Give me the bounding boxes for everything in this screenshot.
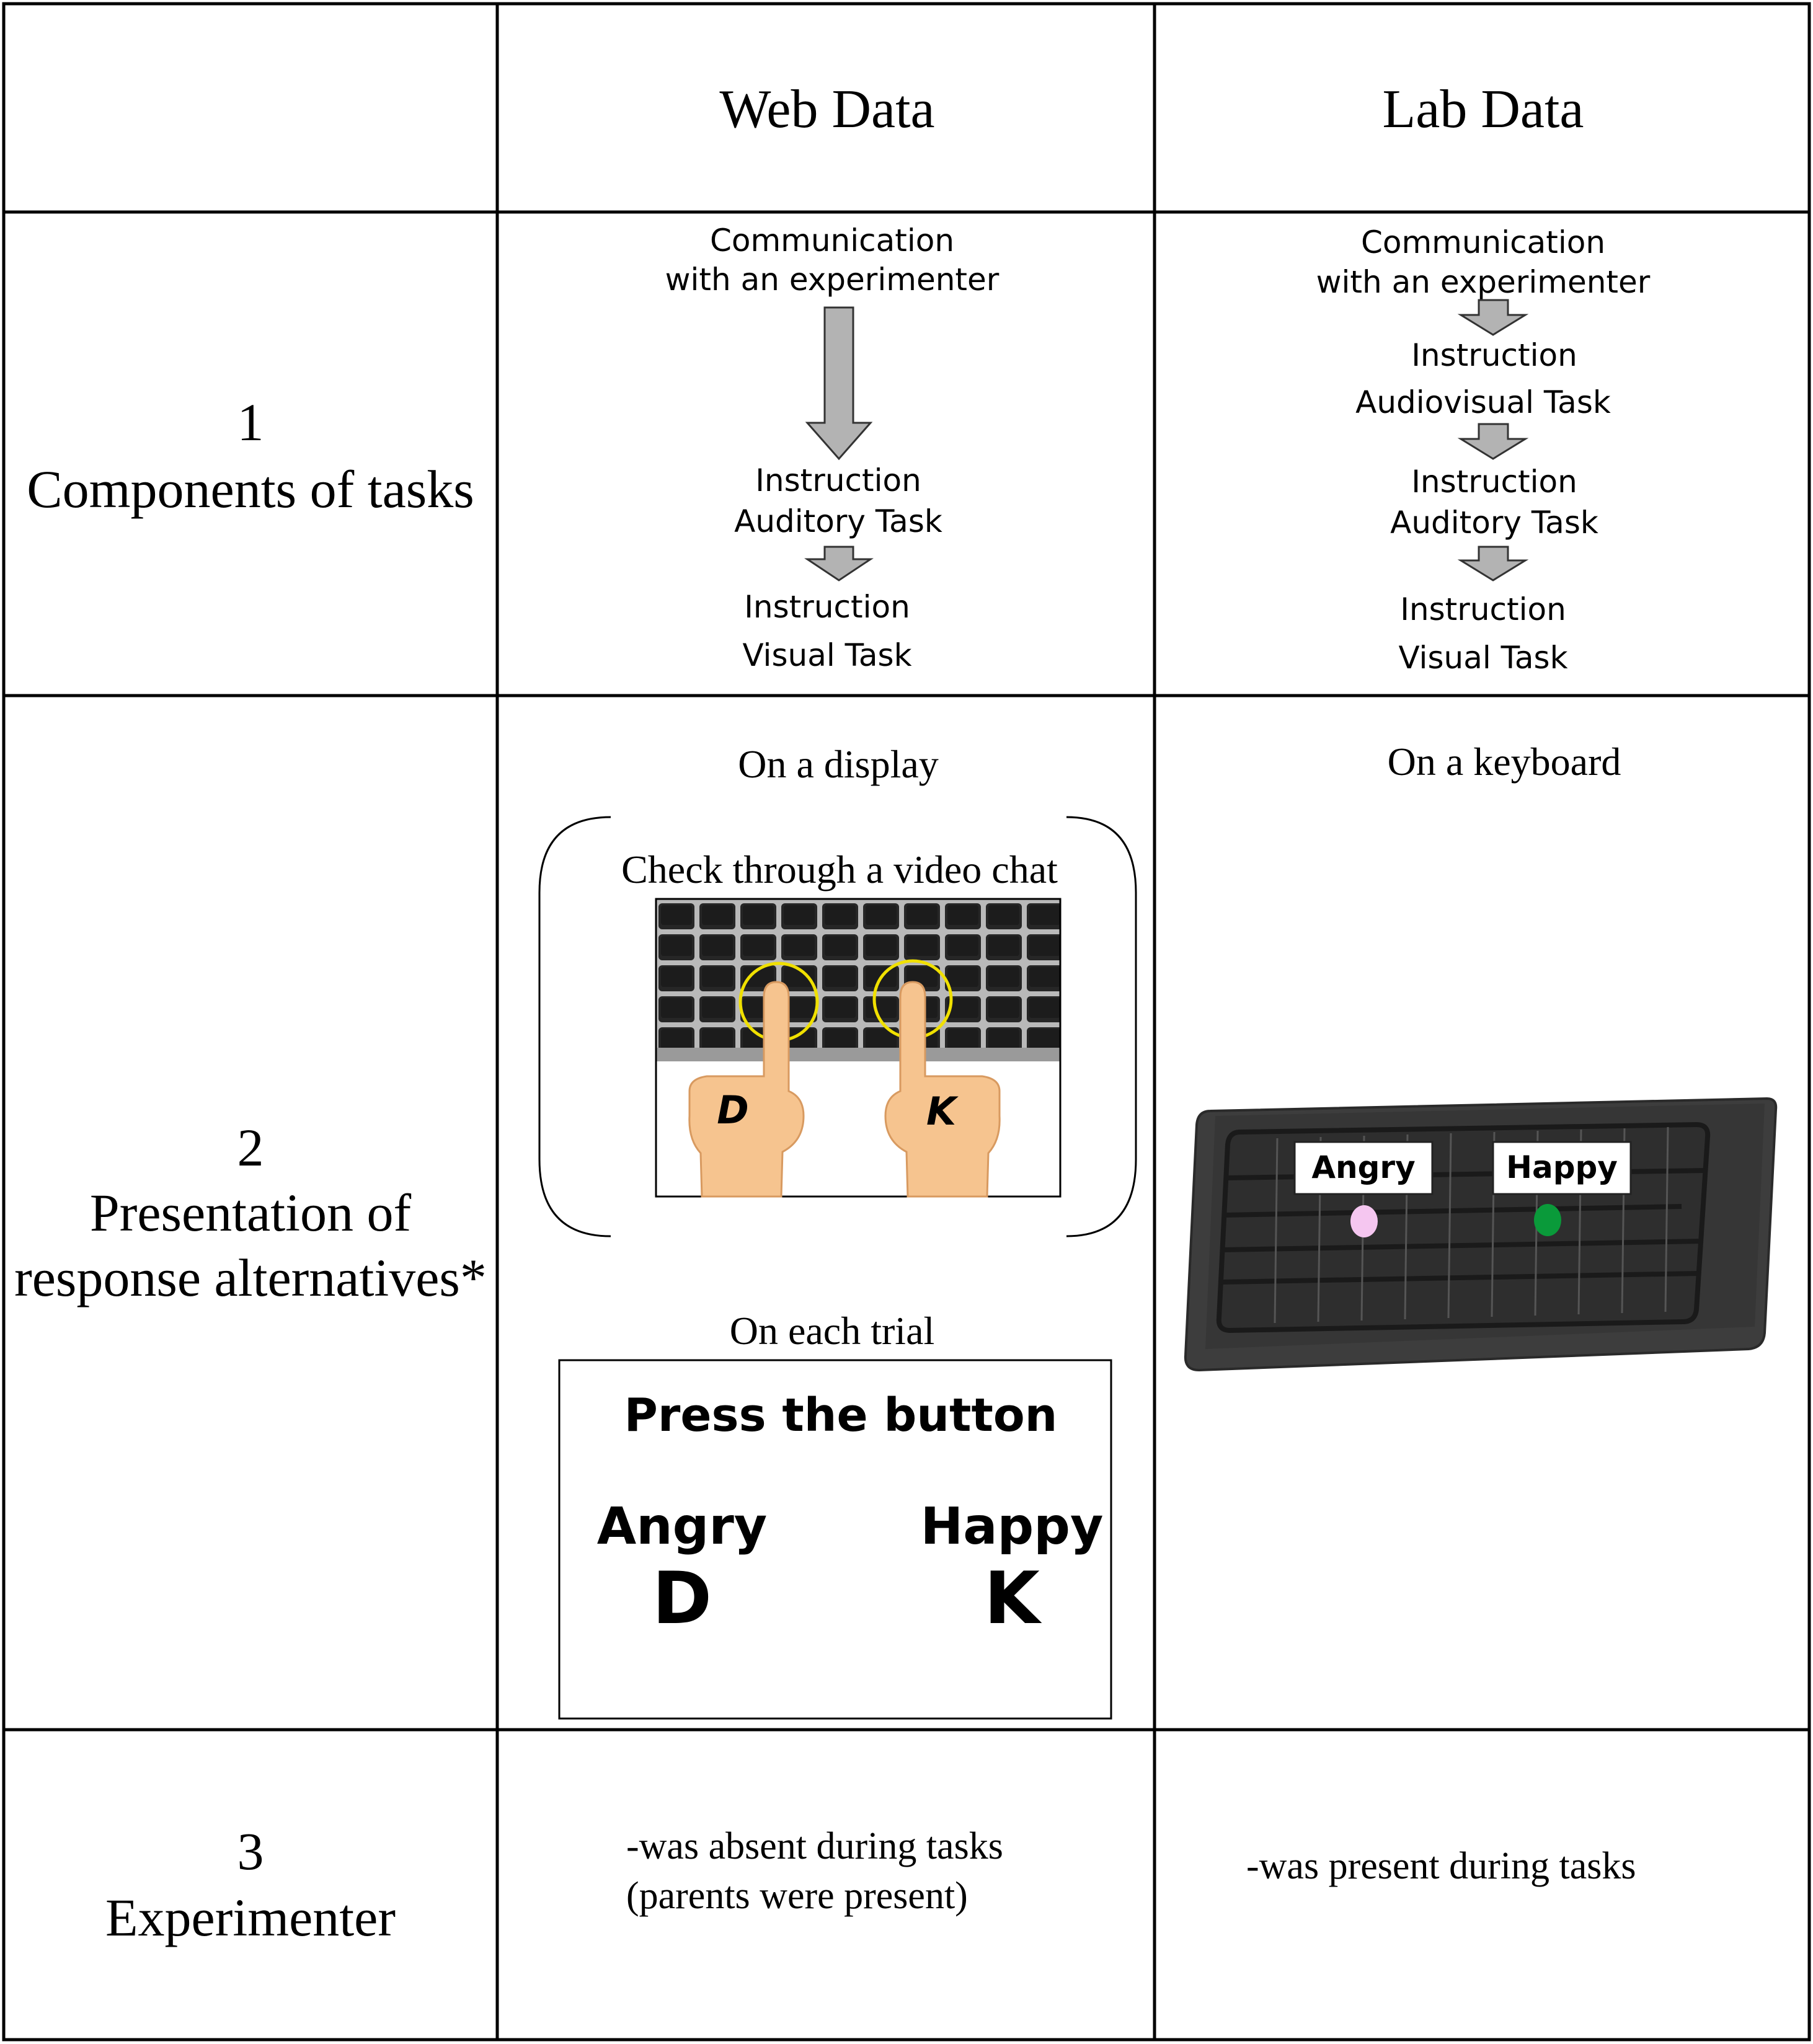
- row-number: 1: [237, 392, 264, 452]
- row-number: 3: [237, 1821, 264, 1881]
- trial-screen: [559, 1360, 1111, 1719]
- web-auditory-text: Auditory Task: [734, 503, 942, 539]
- web-experimenter-text: -was absent during tasks: [626, 1825, 1003, 1867]
- display-heading: On a display: [738, 742, 939, 786]
- lab-communication-text: Communication: [1360, 224, 1606, 260]
- row-title: Components of tasks: [27, 459, 474, 519]
- lab-auditory-text: Instruction: [1411, 464, 1577, 500]
- row-label-presentation: [14, 1118, 487, 1307]
- row-label-experimenter: [105, 1821, 396, 1947]
- web-communication-text: Communication: [709, 223, 955, 259]
- web-auditory-text: Instruction: [755, 462, 921, 498]
- trial-right-label: Happy: [920, 1497, 1104, 1556]
- column-header-lab: Lab Data: [1382, 79, 1584, 139]
- keyboard-heading: On a keyboard: [1387, 740, 1621, 784]
- trial-heading: On each trial: [729, 1309, 935, 1353]
- trial-right-key: K: [984, 1557, 1040, 1640]
- down-arrow-icon: [807, 307, 871, 459]
- lab-communication-text: with an experimenter: [1316, 264, 1651, 300]
- down-arrow-icon: [1461, 547, 1525, 580]
- lab-auditory-text: Auditory Task: [1390, 505, 1598, 541]
- row-title: Presentation of: [89, 1183, 412, 1242]
- lab-visual-text: Instruction: [1400, 591, 1566, 627]
- happy-key-dot: [1534, 1204, 1561, 1236]
- down-arrow-icon: [1461, 300, 1525, 335]
- lab-audiovisual-text: Instruction: [1411, 337, 1577, 373]
- down-arrow-icon: [1461, 424, 1525, 459]
- video-chat-label: Check through a video chat: [621, 847, 1058, 891]
- row-title: response alternatives*: [14, 1248, 487, 1307]
- trial-left-label: Angry: [596, 1497, 768, 1556]
- lab-keyboard-illustration: [1186, 1099, 1776, 1370]
- trial-left-key: D: [652, 1557, 712, 1640]
- row-number: 2: [237, 1118, 264, 1177]
- lab-experimenter-text: -was present during tasks: [1246, 1845, 1636, 1887]
- down-arrow-icon: [807, 547, 871, 580]
- row-label-components: [27, 392, 474, 519]
- lab-task-flow: [1316, 224, 1651, 676]
- lab-visual-text: Visual Task: [1398, 640, 1568, 676]
- trial-title: Press the button: [624, 1389, 1058, 1442]
- finger-key-label: D: [717, 1087, 749, 1133]
- lab-audiovisual-text: Audiovisual Task: [1355, 384, 1611, 420]
- lab-angry-label: Angry: [1311, 1149, 1416, 1185]
- web-task-flow: [665, 223, 1000, 673]
- web-experimenter-text: (parents were present): [626, 1875, 968, 1917]
- finger-key-label: K: [926, 1089, 957, 1134]
- angry-key-dot: [1350, 1205, 1378, 1237]
- web-communication-text: with an experimenter: [665, 262, 1000, 298]
- web-visual-text: Visual Task: [742, 637, 912, 673]
- web-visual-text: Instruction: [744, 589, 910, 625]
- column-header-web: Web Data: [719, 79, 935, 139]
- row-title: Experimenter: [105, 1888, 396, 1947]
- lab-happy-label: Happy: [1506, 1149, 1618, 1185]
- keyboard-photo: [656, 899, 1060, 1197]
